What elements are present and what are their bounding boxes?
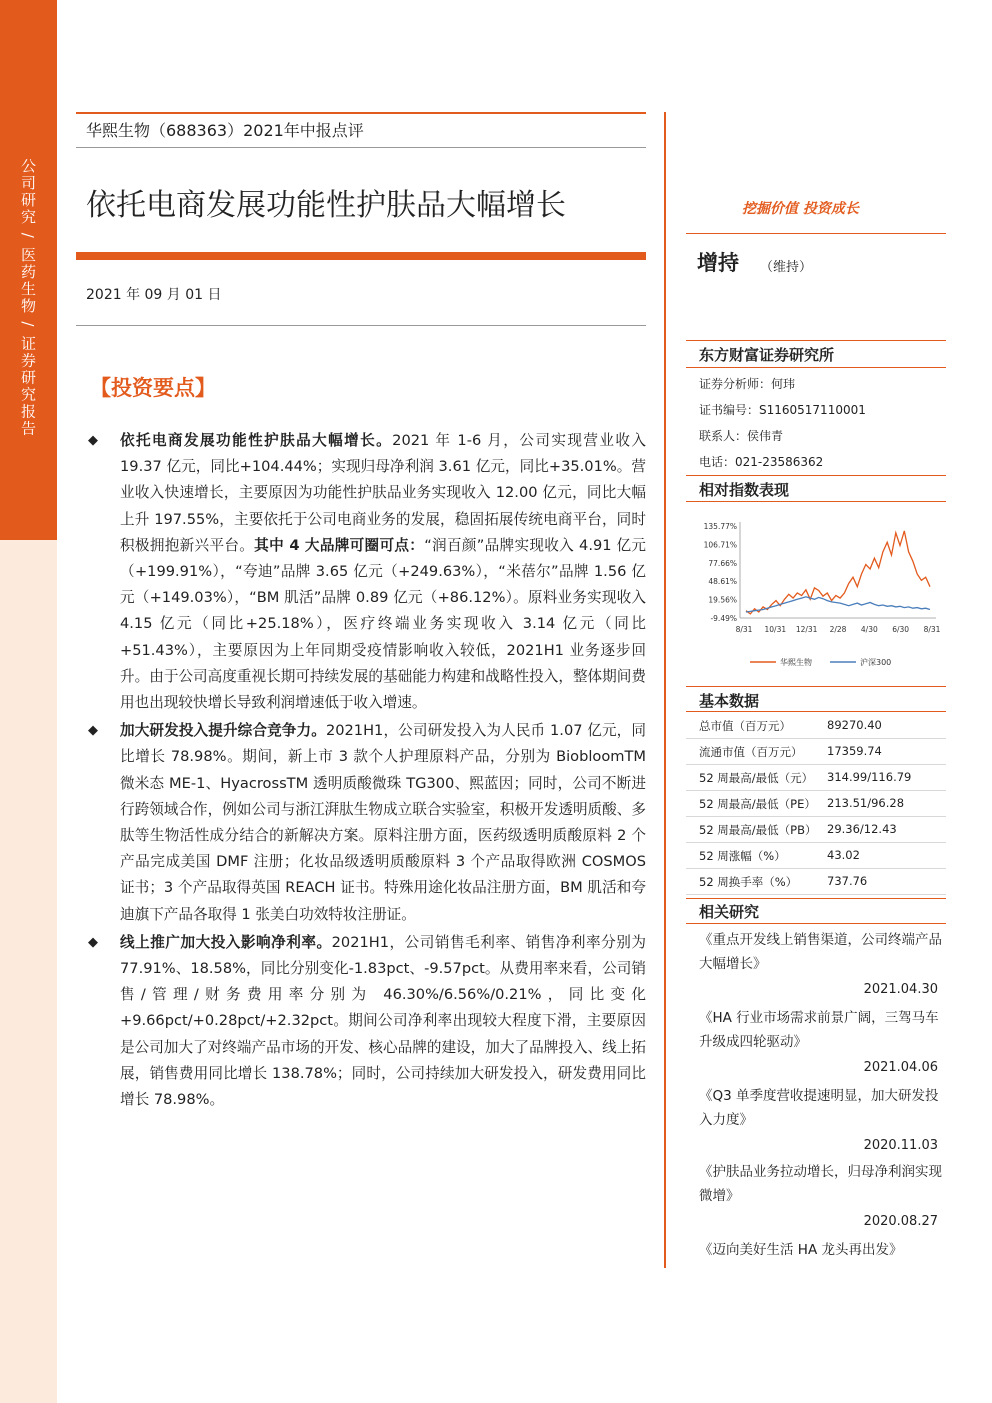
y-tick-label: 19.56% [708,595,737,605]
diamond-icon: ◆ [88,934,98,950]
contact-person: 联系人：侯伟青 [699,429,784,443]
row-rule [686,894,946,895]
series-line [746,597,930,612]
rating: 增持 [697,251,739,275]
series-line [746,531,930,614]
legend-label: 华熙生物 [780,658,812,667]
basic-data-value: 29.36/12.43 [827,822,897,836]
column-divider [664,112,666,1268]
relative-performance-chart [688,514,944,674]
bullet-text: “润百颜”品牌实现收入 4.91 亿元（+199.91%），“夸迪”品牌 3.65 亿元（+249.63%），“米蓓尔”品牌 1.56 亿元（+149.03%），“BM 肌活”品牌 0.89 亿元（+86.12%）。原料业务实现收入 4.15 亿元（同比+25.18%），医疗终端业务实现收入 3.14 亿元（同比+51.43%），主要原因为上年同期受疫情影响收入较低，2021H1 业务逐步回升。由于公司高度重视长期可持续发展的基础能力构建和战略性投入，整体期间费用也出现较快增长导致利润增速低于收入增速。 [120,536,646,712]
diamond-icon: ◆ [88,433,98,448]
related-report-date: 2021.04.30 [863,982,938,997]
basic-data-value: 314.99/116.79 [827,770,912,784]
row-rule [686,738,946,739]
x-tick-label: 4/30 [860,625,878,634]
header-rule-thin [76,147,646,148]
rule [686,475,946,476]
rule [686,686,946,687]
title-underline-bar [76,252,646,260]
date-rule [76,325,646,326]
sidebar-light-band [0,540,57,1403]
basic-data-value: 737.76 [827,874,868,888]
basic-data-heading: 基本数据 [699,692,760,710]
basic-data-value: 43.02 [827,848,860,862]
related-report-date: 2020.11.03 [863,1138,938,1153]
related-report-link[interactable]: 《护肤品业务拉动增长，归母净利润实现微增》 [699,1164,942,1204]
basic-data-key: 52 周最高/最低（PE） [699,797,816,811]
related-report-date: 2020.08.27 [863,1214,938,1229]
x-tick-label: 12/31 [795,625,818,634]
y-tick-label: 106.71% [703,540,737,550]
rule [686,340,946,341]
bullet-text: 2021H1，公司销售毛利率、销售净利率分别为 77.91%、18.58%，同比分别变化-1.83pct、-9.57pct。从费用率来看，公司销售/管理/财务费用率分别为 46.30%/6.56%/0.21%，同比变化+9.66pct/+0.28pct/+2.32pct。期间公司净利率出现较大程度下滑，主要原因是公司加大了对终端产品市场的开发、核心品牌的建设，加大了品牌投入、线上拓展，销售费用同比增长 138.78%；同时，公司持续加大研发投入，研发费用同比增长 78.98%。 [120,933,646,1109]
slogan: 挖掘价值 投资成长 [742,201,859,217]
row-rule [686,842,946,843]
related-report-link[interactable]: 《迈向美好生活 HA 龙头再出发》 [699,1242,903,1258]
bullet-text: 2021H1，公司研发投入为人民币 1.07 亿元，同比增长 78.98%。期间，新上市 3 款个人护理原料产品，分别为 BiobloomTM 微米态 ME-1、HyacrossTM 透明质酸微珠 TG300、熙蓝因；同时，公司不断进行跨领域合作，例如公司与浙江湃肽生物成立联合实验室，积极开发透明质酸、多肽等生物活性成分结合的新解决方案。原料注册方面，医药级透明质酸原料 2 个产品完成美国 DMF 注册；化妆品级透明质酸原料 3 个产品取得欧洲 COSMOS 证书；3 个产品取得英国 REACH 证书。特殊用途化妆品注册方面，BM 肌活和夸迪旗下产品各取得 1 张美白功效特妆注册证。 [120,722,646,923]
sidebar-category-text: 公司研究 / 医药生物 / 证券研究报告 [19,158,37,438]
y-tick-label: -9.49% [710,614,737,623]
basic-data-value: 213.51/96.28 [827,796,905,810]
related-report-link[interactable]: 《HA 行业市场需求前景广阔，三驾马车升级成四轮驱动》 [699,1010,939,1050]
rule [686,711,946,712]
report-title: 依托电商发展功能性护肤品大幅增长 [86,188,566,223]
rule [686,367,946,368]
basic-data-value: 17359.74 [827,744,882,758]
rule [686,233,946,234]
phone: 电话：021-23586362 [699,455,824,469]
x-tick-label: 2/28 [829,625,847,634]
basic-data-key: 流通市值（百万元） [699,745,803,759]
x-tick-label: 8/31 [735,625,753,634]
x-tick-label: 6/30 [892,625,910,634]
related-report-link[interactable]: 《Q3 单季度营收提速明显，加大研发投入力度》 [699,1088,939,1128]
related-report-link[interactable]: 《重点开发线上销售渠道，公司终端产品大幅增长》 [699,932,942,972]
x-tick-label: 10/31 [764,625,787,634]
bullet-heading: 线上推广加大投入影响净利率。 [120,933,332,951]
report-subtitle: 华熙生物（688363）2021年中报点评 [86,121,364,140]
bullet-point [86,930,646,1113]
row-rule [686,790,946,791]
basic-data-value: 89270.40 [827,718,882,732]
bullet-text: 2021 年 1-6 月，公司实现营业收入 19.37 亿元，同比+104.44%；实现归母净利润 3.61 亿元，同比+35.01%。营业收入快速增长，主要原因为功能性护肤品业务实现收入 12.00 亿元，同比大幅上升 197.55%，主要依托于公司电商业务的发展，稳固拓展传统电商平台，同时积极拥抱新兴平台。 [120,432,646,554]
basic-data-key: 52 周最高/最低（元） [699,771,814,785]
header-rule [76,112,646,114]
rule [686,898,946,899]
y-tick-label: 77.66% [708,558,737,568]
performance-heading: 相对指数表现 [699,481,790,499]
row-rule [686,868,946,869]
bullet-point [86,718,646,928]
basic-data-key: 52 周最高/最低（PB） [699,823,817,837]
bullet-subheading: 其中 4 大品牌可圈可点： [254,536,425,554]
bullet-heading: 依托电商发展功能性护肤品大幅增长。 [120,432,393,449]
y-tick-label: 48.61% [708,577,737,587]
row-rule [686,764,946,765]
rule [686,923,946,924]
bullet-heading: 加大研发投入提升综合竞争力。 [120,722,326,740]
related-research-heading: 相关研究 [699,903,760,921]
analyst: 证券分析师：何玮 [699,377,796,391]
related-report-date: 2021.04.06 [863,1060,938,1075]
legend-label: 沪深300 [860,658,892,667]
y-tick-label: 135.77% [703,522,737,531]
rule [686,501,946,502]
bullet-point [86,428,646,716]
report-date: 2021 年 09 月 01 日 [86,287,222,303]
x-tick-label: 8/31 [923,625,941,634]
basic-data-key: 52 周涨幅（%） [699,849,786,863]
certificate-number: 证书编号：S1160517110001 [699,403,866,417]
basic-data-key: 总市值（百万元） [699,719,791,733]
row-rule [686,816,946,817]
institute-name: 东方财富证券研究所 [699,346,835,364]
investment-points-list [86,428,646,1113]
rating-note: （维持） [760,260,813,275]
investment-points-heading: 【投资要点】 [90,376,216,400]
diamond-icon: ◆ [88,723,98,739]
basic-data-key: 52 周换手率（%） [699,875,798,889]
